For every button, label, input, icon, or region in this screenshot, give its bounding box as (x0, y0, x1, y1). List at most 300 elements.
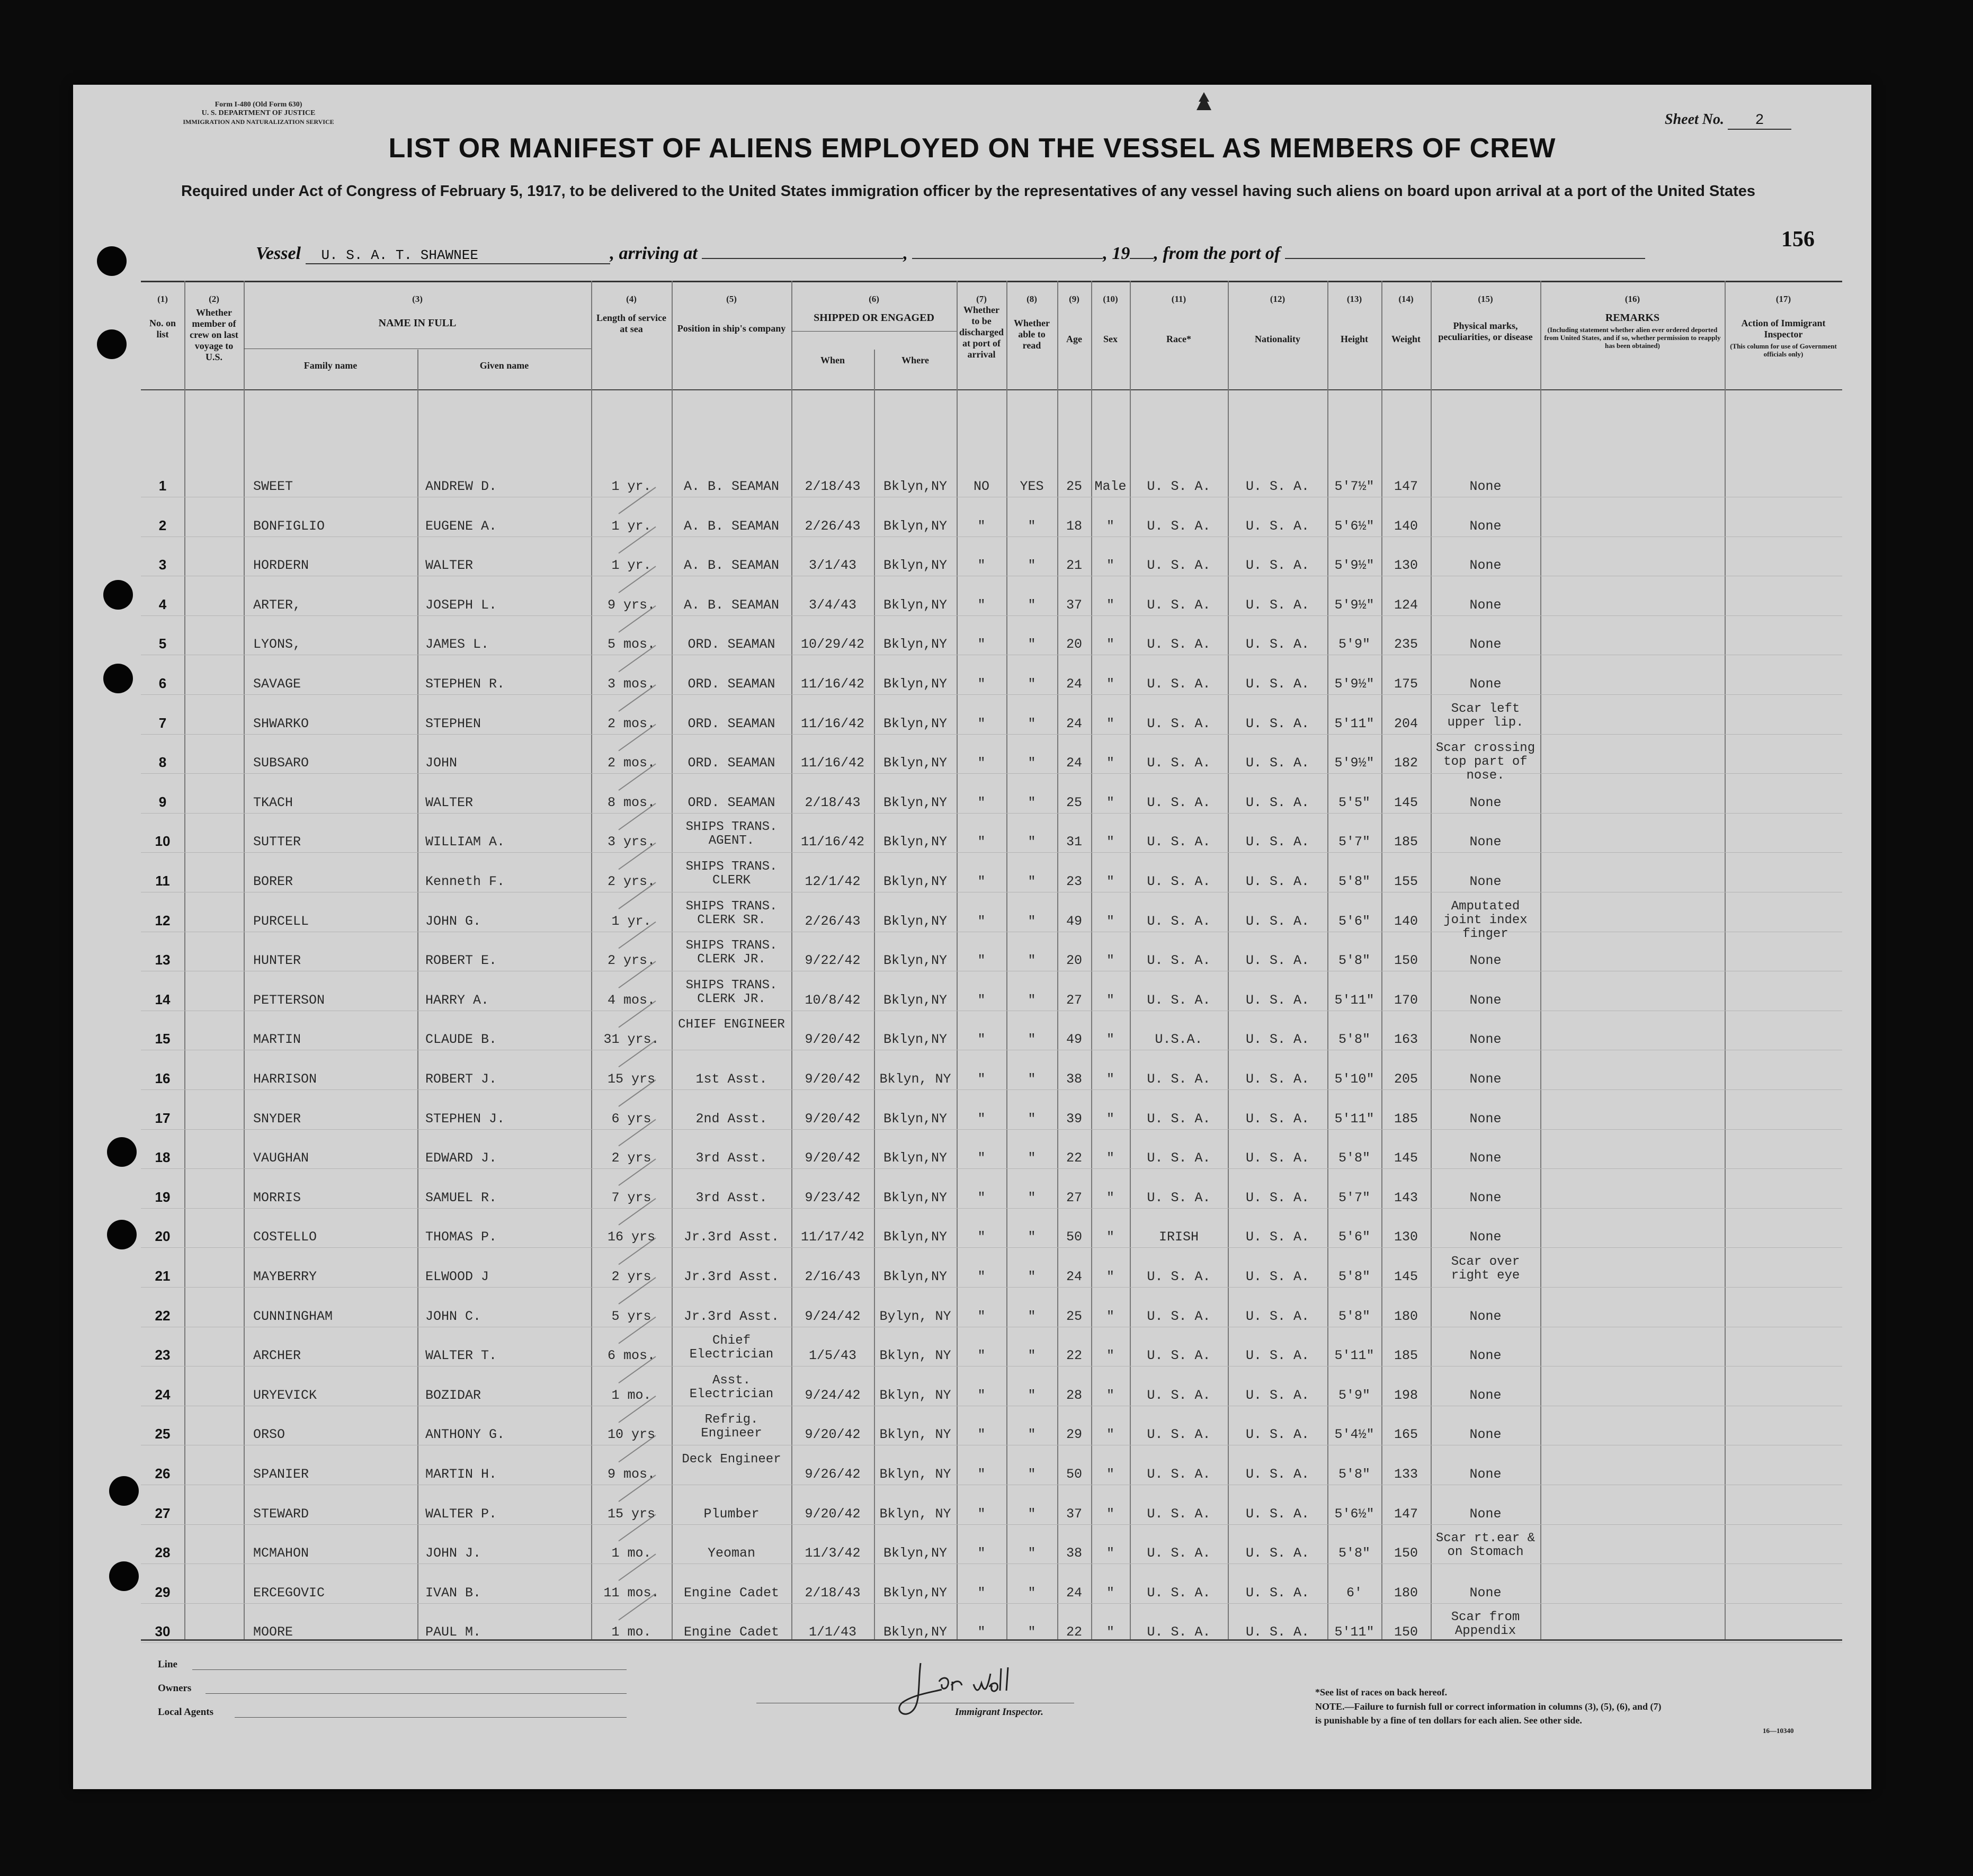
cell-height: 5'9½" (1334, 676, 1374, 692)
cell-read: " (1028, 834, 1036, 850)
cell-discharged: " (977, 518, 986, 534)
cell-service: 1 yr. (611, 518, 651, 534)
cell-when: 12/1/42 (805, 874, 861, 889)
vessel-line: Vessel U. S. A. T. SHAWNEE , arriving at , , 19 , from the port of (256, 244, 1771, 264)
cell-marks: Scar left upper lip. (1447, 701, 1524, 730)
cell-age: 20 (1066, 953, 1082, 969)
given-name: ROBERT E. (425, 953, 497, 969)
given-name: JOHN G. (425, 913, 481, 929)
cell-weight: 130 (1394, 1229, 1418, 1245)
column-caption: Physical marks, peculiarities, or disease (1438, 320, 1533, 342)
cell-height: 5'8" (1338, 1308, 1370, 1324)
row-rule (141, 734, 1842, 735)
line-label: Line (158, 1659, 177, 1670)
cell-where: Bklyn,NY (883, 992, 948, 1008)
cell-discharged: " (977, 597, 986, 613)
cell-service: 2 mos. (607, 716, 655, 731)
cell-age: 21 (1066, 558, 1082, 574)
cell-when: 9/20/42 (805, 1032, 861, 1048)
column-number: (10) (1103, 294, 1118, 304)
cell-weight: 140 (1394, 913, 1418, 929)
header-bottom-border (141, 389, 1842, 390)
cell-position: Engine Cadet (683, 1624, 780, 1640)
column-divider (1725, 281, 1726, 1639)
cell-read: " (1028, 1387, 1036, 1403)
cell-weight: 204 (1394, 716, 1418, 731)
punch-hole (97, 329, 127, 359)
column-divider (184, 281, 185, 1639)
given-name: EDWARD J. (425, 1150, 497, 1166)
given-name: JAMES L. (425, 637, 489, 653)
cell-read: " (1028, 913, 1036, 929)
column-number: (5) (726, 294, 737, 304)
cell-age: 50 (1066, 1229, 1082, 1245)
cell-where: Bklyn,NY (883, 1032, 948, 1048)
cell-position: 1st Asst. (695, 1071, 767, 1087)
inspector-label: Immigrant Inspector. (955, 1707, 1043, 1718)
cell-race: U. S. A. (1147, 755, 1211, 771)
column-caption: Action of Immigrant Inspector (1741, 318, 1826, 340)
cell-where: Bklyn,NY (883, 597, 948, 613)
cell-sex: " (1106, 1269, 1114, 1284)
column-number: (13) (1346, 294, 1362, 304)
cell-age: 24 (1066, 716, 1082, 731)
race-note: *See list of races on back hereof. (1315, 1687, 1448, 1698)
cell-service: 6 yrs (611, 1111, 651, 1127)
column-number: (16) (1624, 294, 1640, 304)
cell-age: 38 (1066, 1071, 1082, 1087)
cell-sex: " (1106, 1032, 1114, 1048)
cell-service: 6 mos. (607, 1348, 655, 1364)
cell-discharged: " (977, 834, 986, 850)
cell-service: 2 yrs. (607, 874, 655, 889)
cell-position: Deck Engineer (682, 1452, 781, 1467)
cell-nationality: U. S. A. (1245, 1467, 1310, 1482)
cell-nationality: U. S. A. (1245, 1111, 1310, 1127)
family-name: PURCELL (253, 913, 309, 929)
cell-weight: 175 (1394, 676, 1418, 692)
arrival-date-field (912, 258, 1103, 259)
cell-where: Bklyn,NY (883, 1111, 948, 1127)
cell-nationality: U. S. A. (1245, 1585, 1310, 1601)
cell-sex: " (1106, 716, 1114, 731)
row-number: 5 (158, 636, 167, 652)
given-name: ROBERT J. (425, 1071, 497, 1087)
cell-position: Jr.3rd Asst. (683, 1229, 780, 1245)
column-caption: Age (1066, 334, 1082, 344)
cell-nationality: U. S. A. (1245, 1150, 1310, 1166)
cell-height: 5'6½" (1334, 518, 1374, 534)
cell-read: " (1028, 1624, 1036, 1640)
cell-race: U. S. A. (1147, 1546, 1211, 1561)
cell-where: Bylyn, NY (879, 1308, 951, 1324)
given-name: WALTER (425, 558, 474, 574)
cell-service: 2 yrs (611, 1269, 651, 1284)
cell-marks: None (1469, 558, 1502, 574)
cell-position: Engine Cadet (683, 1585, 780, 1601)
family-name: COSTELLO (253, 1229, 317, 1245)
column-caption: Race* (1166, 334, 1191, 344)
cell-marks: None (1469, 676, 1502, 692)
column-caption: SHIPPED OR ENGAGED (814, 312, 934, 324)
cell-age: 27 (1066, 992, 1082, 1008)
cell-marks: None (1469, 1467, 1502, 1482)
cell-nationality: U. S. A. (1245, 1348, 1310, 1364)
vessel-label: Vessel (256, 244, 301, 263)
cell-discharged: " (977, 874, 986, 889)
given-name: MARTIN H. (425, 1467, 497, 1482)
cell-race: U. S. A. (1147, 953, 1211, 969)
cell-discharged: " (977, 1506, 986, 1522)
cell-nationality: U. S. A. (1245, 1308, 1310, 1324)
given-name: ANTHONY G. (425, 1427, 505, 1443)
column-caption: Whether member of crew on last voyage to U.S. (190, 307, 238, 362)
subcolumn-caption: Where (901, 355, 929, 365)
cell-when: 9/24/42 (805, 1387, 861, 1403)
cell-nationality: U. S. A. (1245, 953, 1310, 969)
cell-marks: None (1469, 1387, 1502, 1403)
cell-marks: None (1469, 1308, 1502, 1324)
row-rule (141, 813, 1842, 814)
cell-where: Bklyn,NY (883, 913, 948, 929)
cell-marks: None (1469, 637, 1502, 653)
cell-marks: Amputated joint index finger (1443, 899, 1528, 941)
service-name: IMMIGRATION AND NATURALIZATION SERVICE (183, 118, 334, 126)
family-name: ARTER, (253, 597, 301, 613)
cell-marks: Scar over right eye (1451, 1255, 1520, 1283)
subcolumn-caption: Family name (303, 360, 358, 371)
cell-service: 1 yr. (611, 479, 651, 494)
cell-weight: 147 (1394, 479, 1418, 494)
cell-age: 37 (1066, 1506, 1082, 1522)
row-number: 2 (158, 517, 167, 533)
cell-where: Bklyn,NY (883, 637, 948, 653)
cell-weight: 150 (1394, 953, 1418, 969)
cell-nationality: U. S. A. (1245, 637, 1310, 653)
cell-race: U. S. A. (1147, 1467, 1211, 1482)
row-number: 15 (155, 1031, 171, 1047)
cell-when: 1/5/43 (808, 1348, 856, 1364)
cell-position: A. B. SEAMAN (683, 479, 780, 494)
cell-when: 11/16/42 (800, 676, 865, 692)
row-rule (141, 1524, 1842, 1525)
cell-discharged: " (977, 1387, 986, 1403)
family-name: LYONS, (253, 637, 301, 653)
cell-age: 24 (1066, 676, 1082, 692)
cell-marks: Scar rt.ear & on Stomach (1435, 1531, 1535, 1560)
row-number: 12 (155, 912, 171, 928)
cell-read: " (1028, 558, 1036, 574)
cell-read: " (1028, 1427, 1036, 1443)
cell-nationality: U. S. A. (1245, 479, 1310, 494)
column-caption: Whether able to read (1014, 318, 1050, 351)
cell-race: U. S. A. (1147, 479, 1211, 494)
cell-height: 5'11" (1334, 992, 1374, 1008)
cell-height: 5'7" (1338, 1190, 1370, 1205)
cell-sex: " (1106, 913, 1114, 929)
cell-race: U. S. A. (1147, 1308, 1211, 1324)
cell-sex: " (1106, 1427, 1114, 1443)
cell-nationality: U. S. A. (1245, 1546, 1310, 1561)
cell-position: Chief Electrician (689, 1334, 774, 1362)
cell-where: Bklyn,NY (883, 1269, 948, 1284)
given-name: JOHN (425, 755, 458, 771)
cell-service: 2 mos. (607, 755, 655, 771)
cell-discharged: " (977, 913, 986, 929)
cell-marks: None (1469, 597, 1502, 613)
cell-marks: None (1469, 1190, 1502, 1205)
cell-age: 24 (1066, 1269, 1082, 1284)
cell-sex: " (1106, 1467, 1114, 1482)
cell-discharged: " (977, 755, 986, 771)
cell-weight: 180 (1394, 1585, 1418, 1601)
owners-rule (206, 1693, 627, 1694)
cell-when: 1/1/43 (808, 1624, 856, 1640)
table-top-border (141, 281, 1842, 282)
cell-service: 1 yr. (611, 913, 651, 929)
sheet-number-label: Sheet No. (1665, 111, 1724, 128)
cell-age: 50 (1066, 1467, 1082, 1482)
row-number: 25 (155, 1426, 171, 1442)
cell-sex: " (1106, 1071, 1114, 1087)
cell-read: " (1028, 794, 1036, 810)
family-name: SWEET (253, 479, 293, 494)
cell-sex: " (1106, 1387, 1114, 1403)
cell-race: U. S. A. (1147, 992, 1211, 1008)
given-name: STEPHEN J. (425, 1111, 505, 1127)
cell-age: 18 (1066, 518, 1082, 534)
row-number: 18 (155, 1149, 171, 1166)
cell-when: 11/16/42 (800, 716, 865, 731)
cell-when: 2/26/43 (805, 518, 861, 534)
cell-height: 5'9½" (1334, 597, 1374, 613)
column-subcaption: (Including statement whether alien ever ordered deported from United States, and if so, whether permission to reapply has been obtained) (1544, 326, 1721, 350)
cell-service: 7 yrs (611, 1190, 651, 1205)
cell-position: A. B. SEAMAN (683, 558, 780, 574)
cell-position: ORD. SEAMAN (688, 716, 775, 731)
column-caption: Length of service at sea (596, 312, 666, 334)
column-caption: NAME IN FULL (378, 317, 457, 329)
cell-position: 3rd Asst. (695, 1190, 767, 1205)
row-number: 24 (155, 1386, 171, 1402)
cell-sex: " (1106, 1229, 1114, 1245)
cell-read: " (1028, 1546, 1036, 1561)
cell-where: Bklyn,NY (883, 1229, 948, 1245)
cell-read: " (1028, 1150, 1036, 1166)
cell-service: 11 mos. (603, 1585, 659, 1601)
cell-discharged: " (977, 1032, 986, 1048)
family-name: MCMAHON (253, 1546, 309, 1561)
cell-marks: None (1469, 1111, 1502, 1127)
family-name: MORRIS (253, 1190, 301, 1205)
cell-age: 49 (1066, 913, 1082, 929)
cell-read: " (1028, 1269, 1036, 1284)
cell-weight: 147 (1394, 1506, 1418, 1522)
cell-age: 23 (1066, 874, 1082, 889)
cell-race: U. S. A. (1147, 558, 1211, 574)
row-number: 17 (155, 1110, 171, 1126)
fine-note: NOTE.—Failure to furnish full or correct information in columns (3), (5), (6), and (7) (1315, 1701, 1662, 1712)
cell-weight: 182 (1394, 755, 1418, 771)
row-rule (141, 852, 1842, 853)
cell-read: YES (1020, 479, 1044, 494)
sheet-number (1665, 111, 1791, 130)
given-name: PAUL M. (425, 1624, 481, 1640)
given-name: EUGENE A. (425, 518, 497, 534)
cell-when: 9/20/42 (805, 1071, 861, 1087)
column-caption: Weight (1391, 334, 1421, 344)
cell-where: Bklyn,NY (883, 874, 948, 889)
cell-service: 1 mo. (611, 1546, 651, 1561)
cell-sex: " (1106, 953, 1114, 969)
cell-sex: " (1106, 1111, 1114, 1127)
arriving-label: , arriving at (610, 244, 698, 263)
cell-discharged: " (977, 1071, 986, 1087)
row-number: 19 (155, 1189, 171, 1205)
punch-hole (103, 580, 133, 610)
cell-where: Bklyn,NY (883, 1624, 948, 1640)
cell-age: 24 (1066, 1585, 1082, 1601)
column-number: (7) (976, 294, 987, 304)
cell-position: A. B. SEAMAN (683, 518, 780, 534)
cell-sex: " (1106, 755, 1114, 771)
column-caption: Position in ship's company (677, 323, 786, 334)
cell-when: 2/18/43 (805, 1585, 861, 1601)
cell-service: 2 yrs. (607, 953, 655, 969)
cell-weight: 140 (1394, 518, 1418, 534)
cell-discharged: " (977, 1269, 986, 1284)
cell-where: Bklyn,NY (883, 1585, 948, 1601)
cell-age: 22 (1066, 1624, 1082, 1640)
cell-read: " (1028, 1308, 1036, 1324)
cell-when: 2/18/43 (805, 479, 861, 494)
cell-when: 11/17/42 (800, 1229, 865, 1245)
cell-read: " (1028, 676, 1036, 692)
cell-weight: 185 (1394, 834, 1418, 850)
cell-where: Bklyn, NY (879, 1467, 951, 1482)
family-name: VAUGHAN (253, 1150, 309, 1166)
given-name: WALTER P. (425, 1506, 497, 1522)
cell-when: 9/23/42 (805, 1190, 861, 1205)
family-name: SPANIER (253, 1467, 309, 1482)
given-name: ELWOOD J (425, 1269, 489, 1284)
cell-when: 9/20/42 (805, 1111, 861, 1127)
cell-position: ORD. SEAMAN (688, 794, 775, 810)
agents-rule (235, 1717, 627, 1718)
row-number: 14 (155, 991, 171, 1007)
form-code: 16—10340 (1763, 1727, 1794, 1735)
cell-race: U. S. A. (1147, 597, 1211, 613)
column-number: (14) (1398, 294, 1414, 304)
cell-position: Jr.3rd Asst. (683, 1269, 780, 1284)
row-number: 21 (155, 1268, 171, 1284)
cell-marks: None (1469, 1506, 1502, 1522)
cell-when: 2/18/43 (805, 794, 861, 810)
cell-when: 9/20/42 (805, 1506, 861, 1522)
cell-nationality: U. S. A. (1245, 1032, 1310, 1048)
row-number: 28 (155, 1544, 171, 1561)
from-port-label: , from the port of (1154, 244, 1281, 263)
cell-race: U. S. A. (1147, 1624, 1211, 1640)
cell-race: U. S. A. (1147, 1111, 1211, 1127)
given-name: HARRY A. (425, 992, 489, 1008)
cell-read: " (1028, 1467, 1036, 1482)
cell-discharged: " (977, 1624, 986, 1640)
cell-nationality: U. S. A. (1245, 1427, 1310, 1443)
family-name: HORDERN (253, 558, 309, 574)
cell-read: " (1028, 597, 1036, 613)
given-name: STEPHEN R. (425, 676, 505, 692)
given-name: WALTER (425, 794, 474, 810)
form-number: Form I-480 (Old Form 630) (215, 101, 302, 109)
cell-marks: None (1469, 1427, 1502, 1443)
cell-where: Bklyn,NY (883, 755, 948, 771)
given-name: CLAUDE B. (425, 1032, 497, 1048)
row-rule (141, 1129, 1842, 1130)
cell-where: Bklyn,NY (883, 676, 948, 692)
cell-race: U. S. A. (1147, 1190, 1211, 1205)
family-name: ARCHER (253, 1348, 301, 1364)
cell-nationality: U. S. A. (1245, 558, 1310, 574)
row-rule (141, 1247, 1842, 1248)
cell-where: Bklyn,NY (883, 1190, 948, 1205)
cell-marks: None (1469, 1150, 1502, 1166)
year-label: 19 (1112, 244, 1130, 263)
family-name: CUNNINGHAM (253, 1308, 333, 1324)
cell-race: U. S. A. (1147, 834, 1211, 850)
cell-marks: None (1469, 518, 1502, 534)
row-rule (141, 773, 1842, 774)
cell-nationality: U. S. A. (1245, 1269, 1310, 1284)
row-rule (141, 1168, 1842, 1169)
cell-read: " (1028, 637, 1036, 653)
cell-age: 49 (1066, 1032, 1082, 1048)
row-number: 10 (155, 833, 171, 850)
cell-position: ORD. SEAMAN (688, 637, 775, 653)
fine-note-cont: is punishable by a fine of ten dollars for each alien. See other side. (1315, 1715, 1582, 1726)
row-rule (141, 1642, 1842, 1643)
cell-age: 22 (1066, 1348, 1082, 1364)
cell-nationality: U. S. A. (1245, 597, 1310, 613)
cell-height: 5'8" (1338, 874, 1370, 889)
given-name: STEPHEN (425, 716, 481, 731)
column-subcaption: (This column for use of Government officials only) (1730, 342, 1837, 358)
row-rule (141, 694, 1842, 695)
column-number: (15) (1478, 294, 1493, 304)
cell-height: 5'6½" (1334, 1506, 1374, 1522)
cell-weight: 130 (1394, 558, 1418, 574)
cell-height: 5'6" (1338, 1229, 1370, 1245)
column-number: (17) (1775, 294, 1791, 304)
cell-sex: " (1106, 874, 1114, 889)
family-name: SUTTER (253, 834, 301, 850)
cell-discharged: " (977, 794, 986, 810)
cell-race: U. S. A. (1147, 637, 1211, 653)
family-name: SUBSARO (253, 755, 309, 771)
cell-nationality: U. S. A. (1245, 755, 1310, 771)
department: U. S. DEPARTMENT OF JUSTICE (201, 109, 316, 117)
punch-hole (107, 1137, 137, 1167)
row-number: 8 (158, 754, 167, 771)
cell-race: IRISH (1158, 1229, 1199, 1245)
cell-where: Bklyn,NY (883, 1150, 948, 1166)
cell-age: 20 (1066, 637, 1082, 653)
cell-weight: 185 (1394, 1348, 1418, 1364)
cell-race: U. S. A. (1147, 1150, 1211, 1166)
cell-service: 8 mos. (607, 794, 655, 810)
family-name: SAVAGE (253, 676, 301, 692)
from-port-field (1285, 258, 1645, 259)
